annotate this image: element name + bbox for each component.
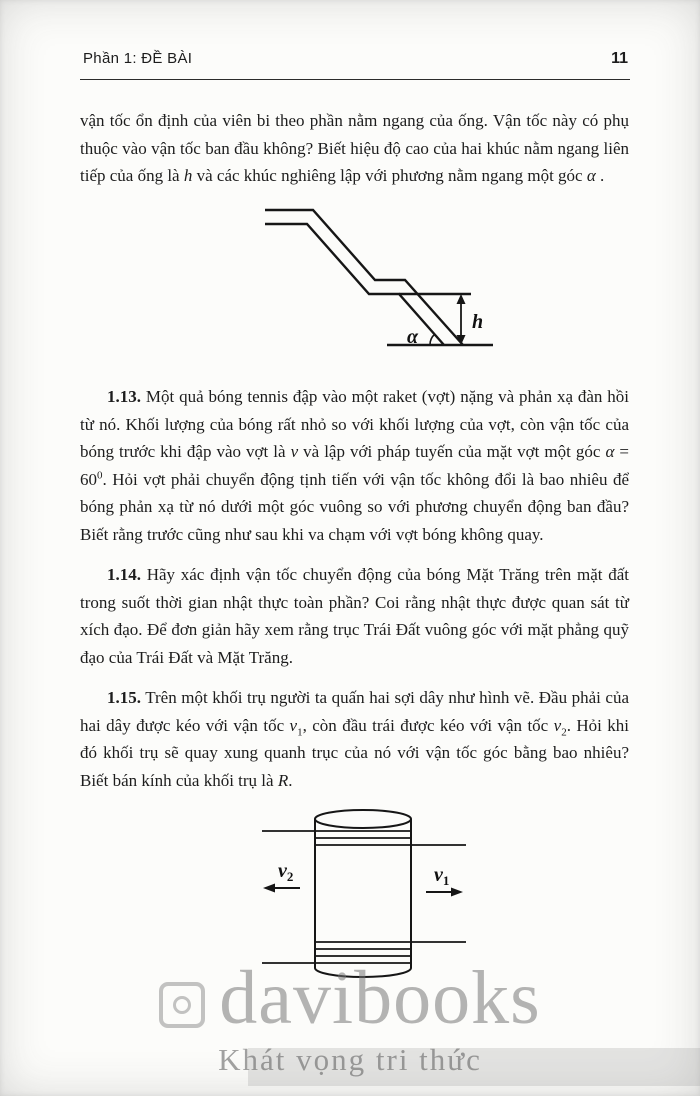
text-run: Trên một khối trụ người ta quấn hai sợi dây như hình vẽ. Đầu phải của hai dây được kéo với vận tốc <box>80 688 629 735</box>
text-run: tốc <box>527 715 554 735</box>
angle-arc <box>429 334 434 345</box>
watermark <box>0 956 700 1078</box>
figure-staircase-tube <box>80 204 629 371</box>
math-var-alpha: α <box>605 442 615 461</box>
problem-number: 1.15. <box>107 688 141 707</box>
problem-number: 1.14. <box>107 565 141 584</box>
subscript-2: 2 <box>561 725 567 738</box>
text-run: vận tốc ổn định của viên bi theo phần nằm ngang của ống. Vận tốc này có phụ thuộc vào vận tốc ban đầu không? Biết hiệu độ cao của hai khúc nằm ngang liên tiếp của ống là <box>80 111 629 185</box>
text-run: , còn đầu trái được kéo với vận <box>302 715 528 735</box>
v2-label: $v_2$ <box>277 860 293 884</box>
math-var-R: R <box>277 770 289 790</box>
cylinder-outline <box>315 810 411 977</box>
superscript-zero: 0 <box>97 468 103 481</box>
subscript-1: 1 <box>297 725 303 738</box>
watermark-slogan: Khát vọng tri thức <box>218 1042 482 1077</box>
text-run: Hãy xác định vận tốc chuyển động của bóng Mặt Trăng trên mặt đất trong suốt thời gian nhật thực toàn phần? Coi rằng nhật thực được quan sát từ xích đạo. Để đơn giản hãy xem rằng trục Trái Đất vuông góc với mặt phẳng quỹ đạo của Trái Đất và Mặt Trăng. <box>80 565 629 667</box>
v2-arrow <box>263 884 300 893</box>
text-run: và các khúc nghiêng lập với phương nằm ngang một góc <box>192 166 587 185</box>
text-run: . Hỏi khi đó khối trụ sẽ quay xung quanh trục của nó với vận tốc góc bằng bao nhiêu? Biết bán kính của khối trụ là <box>80 715 629 790</box>
header-rule <box>80 79 630 80</box>
math-var-v: v <box>290 442 299 461</box>
rope-coils <box>315 831 411 963</box>
v1-label: $v_1$ <box>433 864 449 888</box>
watermark-brand: davibooks <box>219 956 541 1040</box>
text-run: và lập với pháp tuyến của mặt vợt một góc <box>298 442 606 461</box>
text-run: . Hỏi vợt phải chuyển động tịnh tiến với vận tốc không đổi là bao nhiêu để bóng phản xạ từ nó dưới một góc vuông so với phương chuyển động ban đầu? Biết rằng trước cũng như sau khi va chạm với vợt bóng không quay. <box>80 469 629 544</box>
text-run: = 60 <box>80 442 629 489</box>
text-run: . <box>595 166 605 185</box>
page-content <box>80 107 629 997</box>
math-var-v1: v <box>289 715 298 735</box>
page-number: 11 <box>611 50 628 67</box>
text-run: Một quả bóng tennis đập vào một raket (vợt) nặng và phản xạ đàn hồi từ nó. Khối lượng của bóng rất nhỏ so với khối lượng của vợt, còn vận tốc của bóng trước khi đập vào vợt là <box>80 387 629 461</box>
math-var-v2: v <box>553 715 562 735</box>
davibooks-logo-icon <box>159 982 205 1028</box>
problem-number: 1.13. <box>107 387 141 406</box>
staircase-tube-drawing <box>235 204 515 362</box>
watermark-brand-row <box>0 956 700 1040</box>
section-title: Phần 1: ĐỀ BÀI <box>83 50 193 67</box>
alpha-label: α <box>406 325 418 348</box>
problem-1-14 <box>80 561 629 671</box>
problem-1-15 <box>80 684 629 794</box>
page-header <box>83 50 628 68</box>
paragraph-intro <box>80 107 629 190</box>
problem-1-13 <box>80 383 629 548</box>
logo-dot <box>173 996 191 1014</box>
h-label: h <box>471 310 483 333</box>
rope-ends <box>262 831 466 963</box>
h-dimension-arrow <box>456 294 465 345</box>
math-var-alpha: α <box>586 166 596 185</box>
tube-outline <box>265 210 493 345</box>
text-run: . <box>288 770 293 790</box>
math-var-h: h <box>183 166 193 185</box>
v1-arrow <box>426 888 463 897</box>
